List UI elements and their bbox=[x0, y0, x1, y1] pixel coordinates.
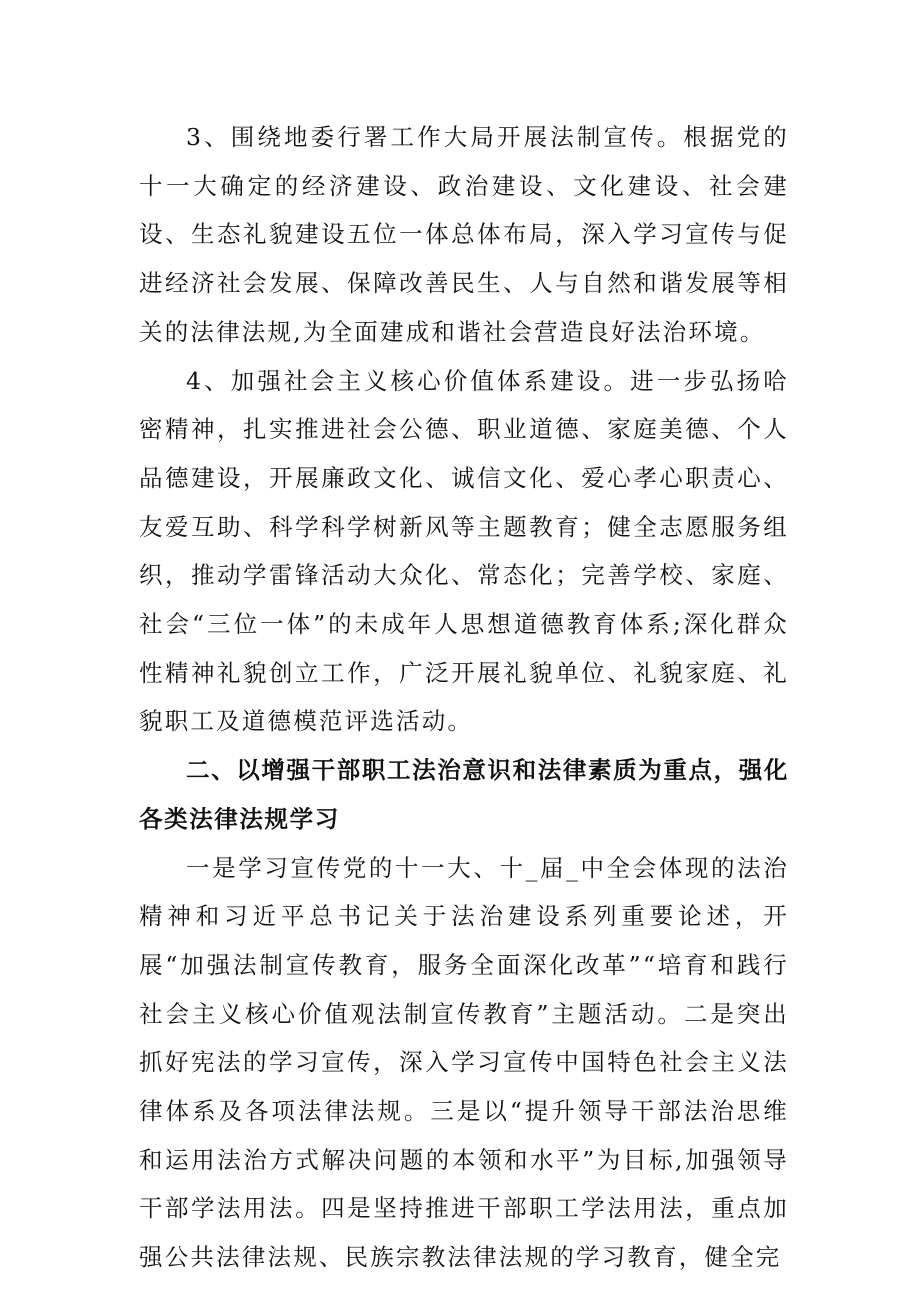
paragraph-item-3: 3、围绕地委行署工作大局开展法制宣传。根据党的十一大确定的经济建设、政治建设、文化建设、社会建设、生态礼貌建设五位一体总体布局，深入学习宣传与促进经济社会发展、保障改善民生、人与自然和谐发展等相关的法律法规,为全面建成和谐社会营造良好法治环境。 bbox=[139, 123, 789, 346]
paragraph-item-4: 4、加强社会主义核心价值体系建设。进一步弘扬哈密精神，扎实推进社会公德、职业道德、家庭美德、个人品德建设，开展廉政文化、诚信文化、爱心孝心职责心、友爱互助、科学科学树新风等主题教育；健全志愿服务组织，推动学雷锋活动大众化、常态化；完善学校、家庭、社会“三位一体”的未成年人思想道德教育体系;深化群众性精神礼貌创立工作，广泛开展礼貌单位、礼貌家庭、礼貌职工及道德模范评选活动。 bbox=[139, 366, 789, 736]
section-body-paragraph: 一是学习宣传党的十一大、十_届_中全会体现的法治精神和习近平总书记关于法治建设系列重要论述，开展“加强法制宣传教育，服务全面深化改革”“培育和践行社会主义核心价值观法制宣传教育”主题活动。二是突出抓好宪法的学习宣传，深入学习宣传中国特色社会主义法律体系及各项法律法规。三是以“提升领导干部法治思维和运用法治方式解决问题的本领和水平”为目标,加强领导干部学法用法。四是坚持推进干部职工学法用法，重点加强公共法律法规、民族宗教法律法规的学习教育，健全完 bbox=[139, 853, 789, 1272]
document-body bbox=[139, 113, 789, 1282]
section-heading: 二、以增强干部职工法治意识和法律素质为重点，强化各类法律法规学习 bbox=[139, 756, 789, 833]
